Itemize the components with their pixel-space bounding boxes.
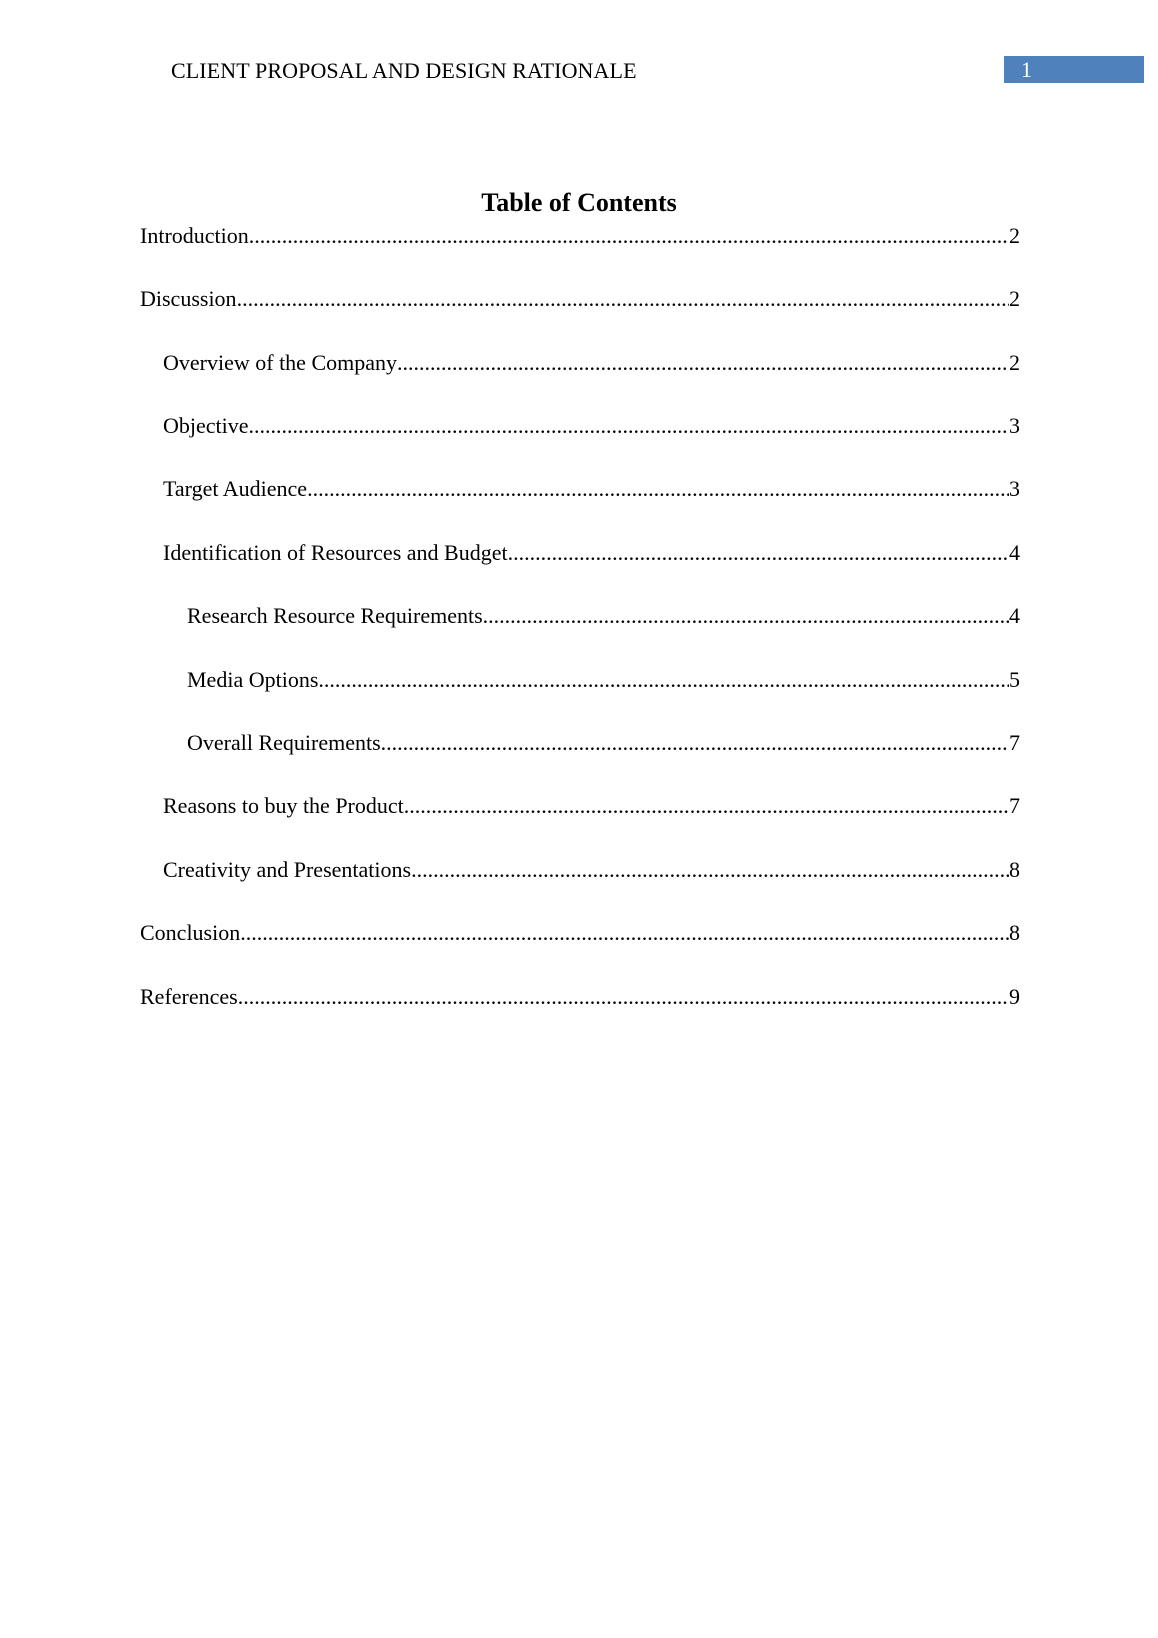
toc-leader-dots xyxy=(404,792,1009,820)
toc-entry-conclusion[interactable] xyxy=(140,919,1020,947)
toc-entry-page: 2 xyxy=(1009,223,1020,248)
toc-entry-media-options[interactable] xyxy=(187,666,1020,694)
toc-entry-label: Identification of Resources and Budget xyxy=(163,540,508,565)
toc-entry-page: 7 xyxy=(1009,730,1020,755)
toc-leader-dots xyxy=(411,856,1009,884)
toc-entry-label: Objective xyxy=(163,413,249,438)
toc-leader-dots xyxy=(318,666,1009,694)
toc-entry-discussion[interactable] xyxy=(140,285,1020,313)
toc-entry-label: Overall Requirements xyxy=(187,730,381,755)
page-number-box xyxy=(1004,56,1144,83)
toc-entry-label: Target Audience xyxy=(163,476,308,501)
toc-entry-page: 5 xyxy=(1009,667,1020,692)
toc-entry-label: Reasons to buy the Product xyxy=(163,793,404,818)
toc-entry-label: Creativity and Presentations xyxy=(163,857,412,882)
toc-entry-objective[interactable] xyxy=(163,412,1020,440)
toc-entry-target-audience[interactable] xyxy=(163,475,1020,503)
toc-leader-dots xyxy=(307,475,1009,503)
toc-entry-page: 7 xyxy=(1009,793,1020,818)
toc-entry-references[interactable] xyxy=(140,983,1020,1011)
toc-heading: Table of Contents xyxy=(481,188,677,217)
toc-entry-creativity-and-presentations[interactable] xyxy=(163,856,1020,884)
toc-leader-dots xyxy=(249,412,1009,440)
toc-entry-page: 4 xyxy=(1009,603,1020,628)
page-number: 1 xyxy=(1021,57,1032,82)
toc-entry-label: Overview of the Company xyxy=(163,350,397,375)
toc-leader-dots xyxy=(238,983,1009,1011)
toc-entry-label: Discussion xyxy=(140,286,237,311)
toc-entry-identification-of-resources-and-budget[interactable] xyxy=(163,539,1020,567)
toc-entry-research-resource-requirements[interactable] xyxy=(187,602,1020,630)
toc-entry-page: 8 xyxy=(1009,920,1020,945)
toc-entry-page: 3 xyxy=(1009,413,1020,438)
toc-entry-page: 4 xyxy=(1009,540,1020,565)
toc-leader-dots xyxy=(237,285,1009,313)
toc-entry-page: 3 xyxy=(1009,476,1020,501)
toc-leader-dots xyxy=(483,602,1009,630)
toc-entry-page: 2 xyxy=(1009,350,1020,375)
running-header-title: CLIENT PROPOSAL AND DESIGN RATIONALE xyxy=(171,58,637,83)
toc-leader-dots xyxy=(397,349,1009,377)
toc-entry-reasons-to-buy-the-product[interactable] xyxy=(163,792,1020,820)
toc-leader-dots xyxy=(508,539,1009,567)
toc-leader-dots xyxy=(240,919,1009,947)
toc-entry-label: Introduction xyxy=(140,223,249,248)
toc-entry-page: 2 xyxy=(1009,286,1020,311)
toc-entry-label: Media Options xyxy=(187,667,319,692)
toc-entry-label: References xyxy=(140,984,238,1009)
toc-entry-overall-requirements[interactable] xyxy=(187,729,1020,757)
toc-entry-page: 8 xyxy=(1009,857,1020,882)
toc-entry-introduction[interactable] xyxy=(140,222,1020,250)
toc-leader-dots xyxy=(381,729,1009,757)
toc-entry-label: Conclusion xyxy=(140,920,241,945)
toc-entry-label: Research Resource Requirements xyxy=(187,603,483,628)
toc-entry-overview-of-the-company[interactable] xyxy=(163,349,1020,377)
toc-leader-dots xyxy=(249,222,1009,250)
toc-entry-page: 9 xyxy=(1009,984,1020,1009)
